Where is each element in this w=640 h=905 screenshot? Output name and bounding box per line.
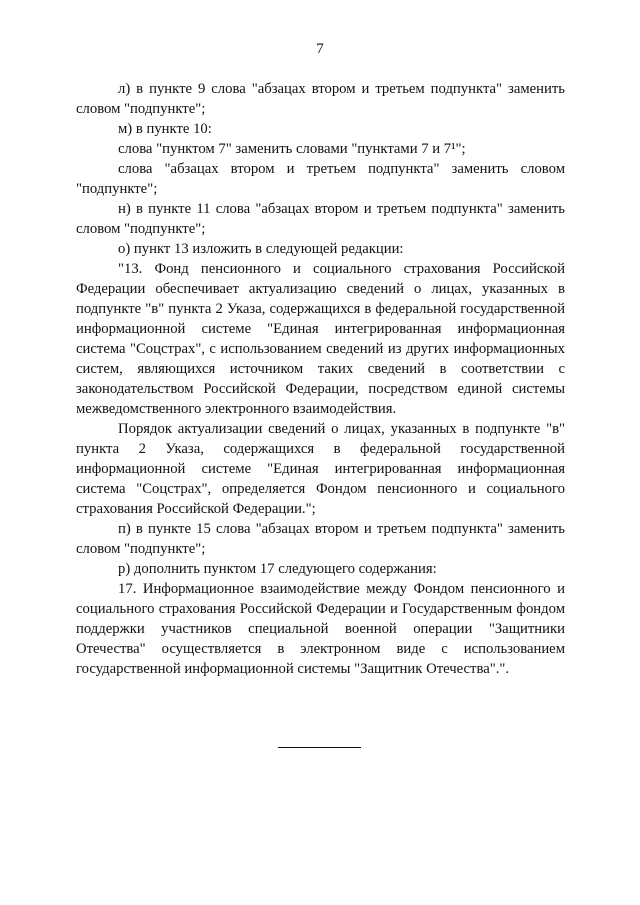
paragraph-r: р) дополнить пунктом 17 следующего содержания: [118, 561, 437, 577]
paragraph-m-words-1: слова "пунктом 7" заменить словами "пунктами 7 и 7¹"; [118, 141, 466, 157]
paragraph-n: н) в пункте 11 слова "абзацах втором и третьем подпункта" заменить словом "подпункте"; [76, 201, 565, 237]
page-number: 7 [316, 41, 324, 57]
paragraph-m: м) в пункте 10: [118, 121, 212, 137]
paragraph-l: л) в пункте 9 слова "абзацах втором и третьем подпункта" заменить словом "подпункте"; [76, 81, 565, 117]
document-body [76, 79, 565, 679]
paragraph-p: п) в пункте 15 слова "абзацах втором и третьем подпункта" заменить словом "подпункте"; [76, 521, 565, 557]
paragraph-17-text: 17. Информационное взаимодействие между Фондом пенсионного и социального страхования Российской Федерации и Государственным фондом поддержки участников специальной военной операции "Защитники Отечества" осуществляется в электронном виде с использованием государственной информационной системы "Защитник Отечества".". [76, 581, 565, 677]
paragraph-13-text: "13. Фонд пенсионного и социального страхования Российской Федерации обеспечивает актуализацию сведений о лицах, указанных в подпункте "в" пункта 2 Указа, содержащихся в федеральной государственной информационной системе "Единая интегрированная информационная система "Соцстрах", с использованием сведений из других информационных систем, являющихся источником таких сведений в соответствии с законодательством Российской Федерации, посредством единой системы межведомственного электронного взаимодействия. [76, 261, 565, 417]
paragraph-o: о) пункт 13 изложить в следующей редакции: [118, 241, 404, 257]
paragraph-13-order: Порядок актуализации сведений о лицах, указанных в подпункте "в" пункта 2 Указа, содержащихся в федеральной государственной информационной системе "Единая интегрированная информационная система "Соцстрах", определяется Фондом пенсионного и социального страхования Российской Федерации."; [76, 421, 565, 517]
paragraph-m-words-2: слова "абзацах втором и третьем подпункта" заменить словом "подпункте"; [76, 161, 565, 197]
end-of-document-rule [278, 747, 361, 748]
